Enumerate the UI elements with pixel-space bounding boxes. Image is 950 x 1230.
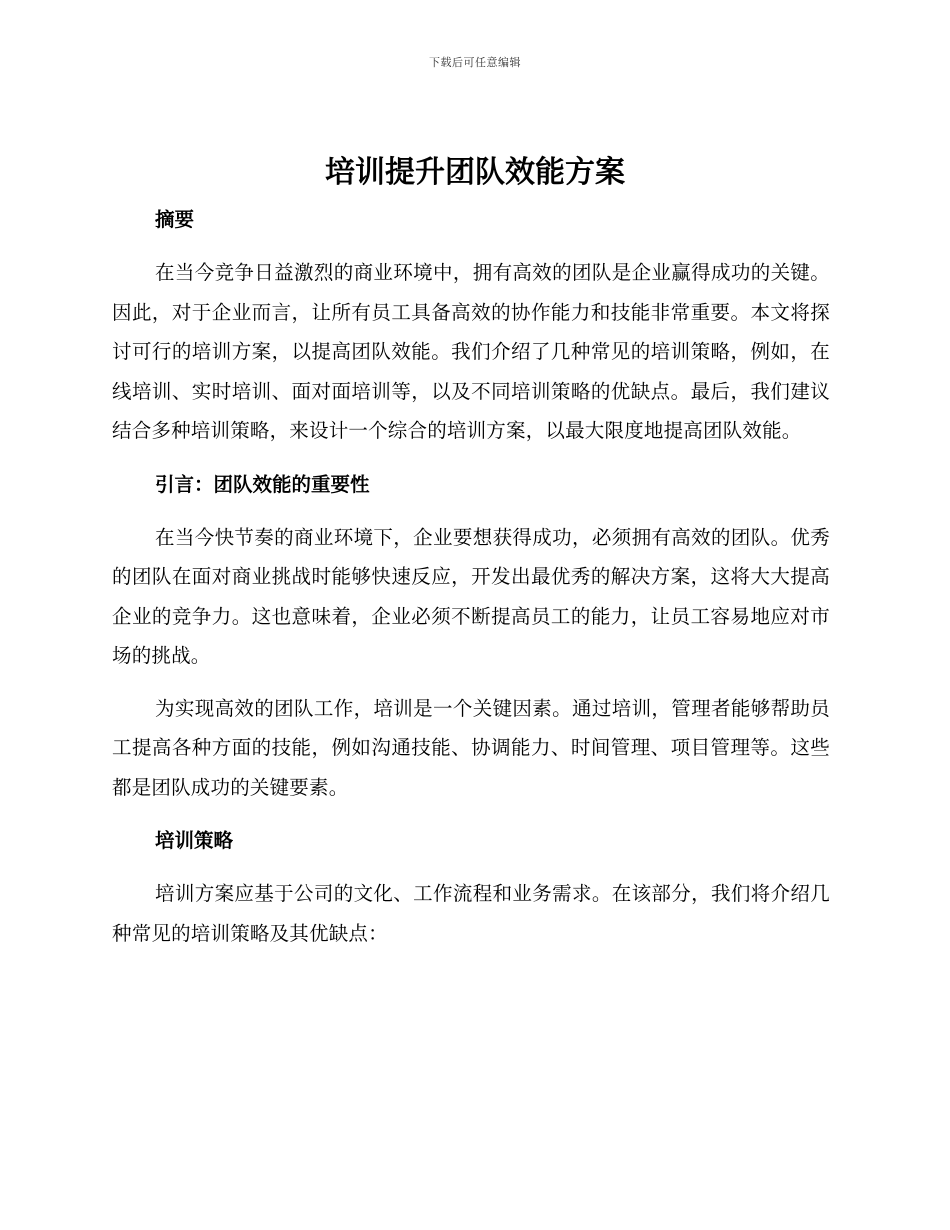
- document-title: 培训提升团队效能方案: [325, 155, 625, 190]
- section-abstract: [112, 200, 830, 451]
- section-training-strategy: [112, 821, 830, 953]
- paragraph: 为实现高效的团队工作，培训是一个关键因素。通过培训，管理者能够帮助员工提高各种方面的技能，例如沟通技能、协调能力、时间管理、项目管理等。这些都是团队成功的关键要素。: [112, 696, 830, 799]
- section-heading: 摘要: [155, 208, 195, 231]
- section-introduction: [112, 465, 830, 808]
- document-body: [112, 200, 830, 953]
- page-header-note: 下载后可任意编辑: [429, 56, 521, 69]
- section-heading: 培训策略: [155, 829, 234, 852]
- paragraph: 在当今快节奏的商业环境下，企业要想获得成功，必须拥有高效的团队。优秀的团队在面对商业挑战时能够快速反应，开发出最优秀的解决方案，这将大大提高企业的竞争力。这也意味着，企业必须不断提高员工的能力，让员工容易地应对市场的挑战。: [112, 525, 830, 667]
- paragraph: 培训方案应基于公司的文化、工作流程和业务需求。在该部分，我们将介绍几种常见的培训策略及其优缺点：: [112, 882, 830, 945]
- section-heading: 引言：团队效能的重要性: [155, 472, 370, 496]
- paragraph: 在当今竞争日益激烈的商业环境中，拥有高效的团队是企业赢得成功的关键。因此，对于企业而言，让所有员工具备高效的协作能力和技能非常重要。本文将探讨可行的培训方案，以提高团队效能。我们介绍了几种常见的培训策略，例如，在线培训、实时培训、面对面培训等，以及不同培训策略的优缺点。最后，我们建议结合多种培训策略，来设计一个综合的培训方案，以最大限度地提高团队效能。: [112, 261, 830, 442]
